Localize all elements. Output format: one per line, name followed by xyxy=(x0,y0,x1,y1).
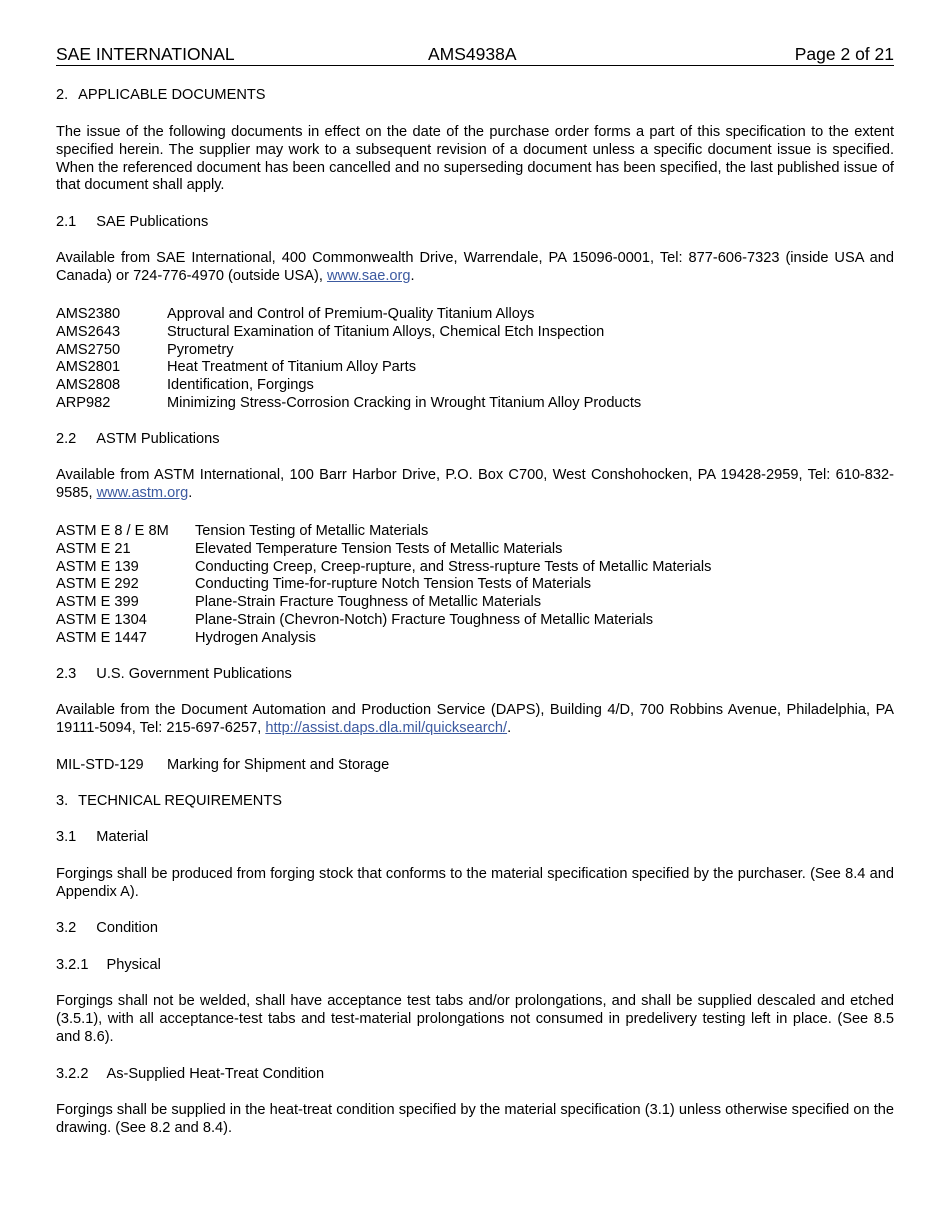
section-title: Condition xyxy=(96,920,158,936)
header-doc-number: AMS4938A xyxy=(428,44,517,64)
reference-title: Minimizing Stress-Corrosion Cracking in Wrought Titanium Alloy Products xyxy=(167,395,642,411)
reference-title: Conducting Time-for-rupture Notch Tension Tests of Materials xyxy=(195,576,592,593)
section-2-3-heading xyxy=(56,666,894,684)
reference-title: Pyrometry xyxy=(167,341,234,358)
availability-text: Available from ASTM International, 100 Barr Harbor Drive, P.O. Box C700, West Conshohocken, PA 19428-2959, Tel: 610-832-9585, xyxy=(56,467,894,501)
section-3-2-heading xyxy=(56,920,894,938)
availability-end: . xyxy=(188,484,193,501)
availability-end: . xyxy=(410,267,415,284)
section-3-2-2-heading xyxy=(56,1066,894,1084)
section-number: 2.2 xyxy=(56,431,77,447)
reference-title: Plane-Strain Fracture Toughness of Metallic Materials xyxy=(195,594,542,611)
reference-code: ASTM E 292 xyxy=(56,576,139,593)
sae-link[interactable]: www.sae.org xyxy=(326,267,411,284)
reference-code: AMS2643 xyxy=(56,323,121,340)
reference-title: Structural Examination of Titanium Alloys, Chemical Etch Inspection xyxy=(167,323,605,340)
section-3-2-1-text: Forgings shall not be welded, shall have acceptance test tabs and/or prolongations, and shall be supplied descaled and etched (3.5.1), with all acceptance-test tabs and test-material prolongations not consumed in predelivery testing left in place. (See 8.5 and 8.6). xyxy=(56,993,894,1045)
section-number: 3.2 xyxy=(56,920,77,936)
section-2-1-availability xyxy=(56,250,894,286)
section-2-2-availability xyxy=(56,467,894,503)
reference-code: ASTM E 1447 xyxy=(56,629,147,646)
reference-code: ASTM E 139 xyxy=(56,558,139,575)
reference-code: AMS2380 xyxy=(56,306,121,322)
reference-code: MIL-STD-129 xyxy=(56,757,144,773)
reference-title: Heat Treatment of Titanium Alloy Parts xyxy=(167,359,417,376)
section-title: As-Supplied Heat-Treat Condition xyxy=(106,1066,325,1082)
section-2-3-availability xyxy=(56,702,894,738)
reference-title: Plane-Strain (Chevron-Notch) Fracture Toughness of Metallic Materials xyxy=(195,612,653,628)
reference-title: Tension Testing of Metallic Materials xyxy=(195,523,429,539)
assist-link[interactable]: http://assist.daps.dla.mil/quicksearch/ xyxy=(265,719,508,736)
reference-code: ASTM E 21 xyxy=(56,540,131,557)
section-title: Physical xyxy=(106,957,161,973)
section-number: 3.1 xyxy=(56,829,77,845)
section-number: 2.1 xyxy=(56,214,77,230)
section-number: 3.2.1 xyxy=(56,957,89,973)
section-3-1-text: Forgings shall be produced from forging stock that conforms to the material specification specified by the purchaser. (See 8.4 and Appendix A). xyxy=(56,866,894,900)
reference-code: AMS2808 xyxy=(56,377,121,394)
section-2-intro: The issue of the following documents in effect on the date of the purchase order forms a part of this specification to the extent specified herein. The supplier may work to a subsequent revision of a document unless a specific document issue is specified. When the referenced document has been cancelled and no superseding document has been specified, the last published issue of that document shall apply. xyxy=(56,124,894,194)
reference-title: Approval and Control of Premium-Quality Titanium Alloys xyxy=(167,306,535,322)
reference-title: Conducting Creep, Creep-rupture, and Stress-rupture Tests of Metallic Materials xyxy=(195,558,712,575)
astm-link[interactable]: www.astm.org xyxy=(96,484,189,501)
section-3-2-2-text: Forgings shall be supplied in the heat-treat condition specified by the material specification (3.1) unless otherwise specified on the drawing. (See 8.2 and 8.4). xyxy=(56,1102,894,1136)
reference-code: ASTM E 1304 xyxy=(56,612,147,628)
section-title: SAE Publications xyxy=(96,214,209,230)
section-number: 2. xyxy=(56,87,69,103)
header-org: SAE INTERNATIONAL xyxy=(56,44,235,64)
section-2-1-heading xyxy=(56,214,894,232)
section-title: ASTM Publications xyxy=(96,431,220,447)
availability-text: Available from the Document Automation and Production Service (DAPS), Building 4/D, 700 Robbins Avenue, Philadelphia, PA 19111-5094, Tel: 215-697-6257, xyxy=(56,702,894,736)
section-3-2-1-heading xyxy=(56,957,894,975)
reference-code: ASTM E 399 xyxy=(56,594,139,611)
header-page-number: Page 2 of 21 xyxy=(794,44,894,64)
availability-text: Available from SAE International, 400 Commonwealth Drive, Warrendale, PA 15096-0001, Tel: 877-606-7323 (inside USA and Canada) or 724-776-4970 (outside USA), xyxy=(56,250,894,284)
page-header xyxy=(56,43,894,66)
section-3-1-heading xyxy=(56,829,894,847)
reference-code: AMS2750 xyxy=(56,341,121,358)
reference-title: Identification, Forgings xyxy=(167,377,314,394)
section-title: Material xyxy=(96,829,149,845)
section-title: U.S. Government Publications xyxy=(96,666,292,682)
section-3-heading xyxy=(56,793,894,811)
section-number: 3. xyxy=(56,793,69,809)
reference-code: AMS2801 xyxy=(56,359,121,376)
section-number: 3.2.2 xyxy=(56,1066,89,1082)
section-2-heading xyxy=(56,87,894,105)
section-title: APPLICABLE DOCUMENTS xyxy=(78,87,266,103)
availability-end: . xyxy=(507,719,512,736)
reference-title: Hydrogen Analysis xyxy=(195,629,316,646)
reference-code: ASTM E 8 / E 8M xyxy=(56,523,169,539)
reference-title: Marking for Shipment and Storage xyxy=(167,757,390,773)
section-number: 2.3 xyxy=(56,666,77,682)
reference-title: Elevated Temperature Tension Tests of Metallic Materials xyxy=(195,540,563,557)
reference-code: ARP982 xyxy=(56,395,111,411)
section-title: TECHNICAL REQUIREMENTS xyxy=(78,793,282,809)
section-2-2-heading xyxy=(56,431,894,449)
